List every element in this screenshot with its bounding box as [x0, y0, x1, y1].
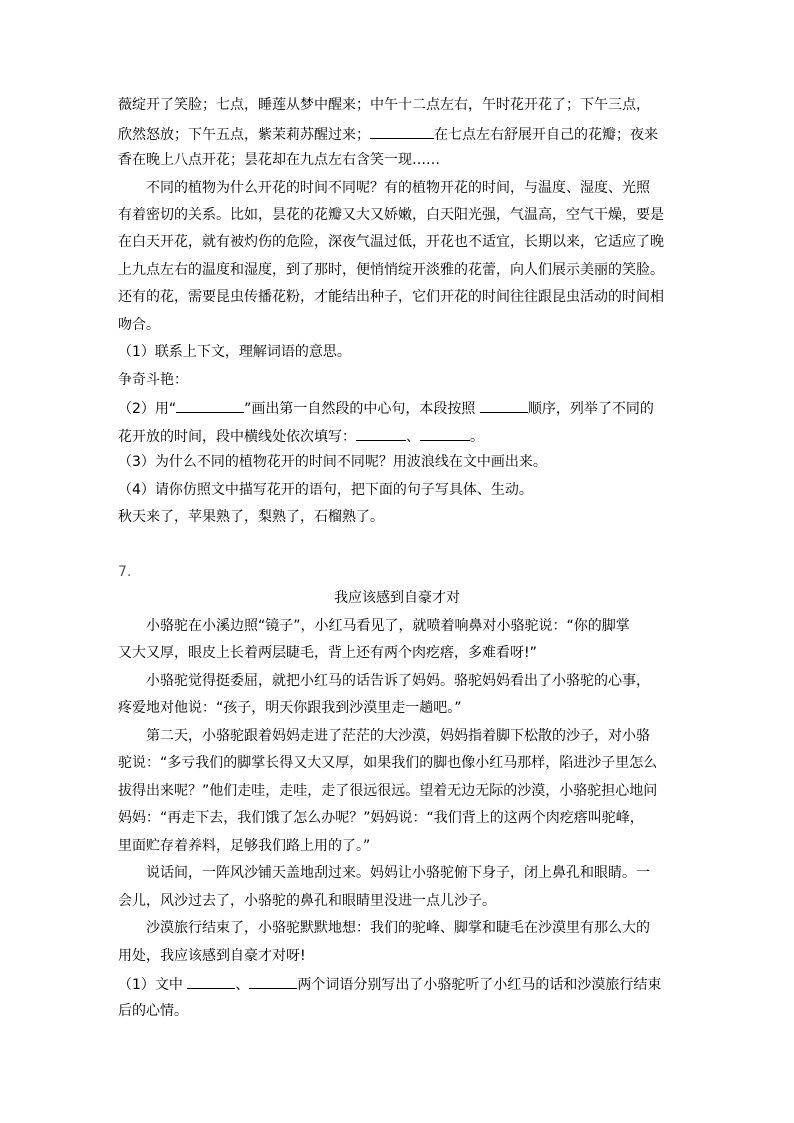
passage2-line: 里面贮存着养料，足够我们路上用的了。”	[118, 838, 371, 854]
passage-title: 我应该感到自豪才对	[334, 590, 460, 606]
question-4-sentence: 秋天来了，苹果熟了，梨熟了，石榴熟了。	[118, 509, 384, 525]
passage2-line: 驼说：“多亏我们的脚掌长得又大又厚，如果我们的脚也像小红马那样，陷进沙子里怎么	[118, 755, 658, 771]
fill-blank[interactable]	[356, 425, 406, 441]
question-2-line2	[118, 425, 484, 447]
question-text: ”画出第一自然段的中心句，本段按照	[244, 401, 476, 417]
passage1-line: 薇绽开了笑脸；七点，睡莲从梦中醒来；中午十二点左右，午时花开花了；下午三点，	[118, 97, 650, 113]
passage2-line: 用处，我应该感到自豪才对呀!	[118, 948, 306, 964]
passage1-text: 欣然怒放；下午五点，紫茉莉苏醒过来；	[118, 127, 370, 143]
question-1: （1）联系上下文，理解词语的意思。	[118, 344, 351, 360]
passage1-line: 吻合。	[118, 317, 160, 333]
passage2-line: 第二天，小骆驼跟着妈妈走进了茫茫的大沙漠，妈妈指着脚下松散的沙子，对小骆	[146, 728, 650, 744]
separator: 、	[406, 429, 420, 445]
passage2-line: 小骆驼在小溪边照“镜子”，小红马看见了，就喷着响鼻对小骆驼说：“你的脚掌	[146, 618, 630, 634]
question-text: 花开放的时间，段中横线处依次填写：	[118, 429, 356, 445]
question-2	[118, 397, 654, 419]
question-4: （4）请你仿照文中描写花开的语句，把下面的句子写具体、生动。	[118, 482, 533, 498]
passage2-line: 又大又厚，眼皮上长着两层睫毛，背上还有两个肉疙瘩，多难看呀!”	[118, 645, 537, 661]
question-2-1	[118, 973, 661, 995]
passage1-line: 有着密切的关系。比如，昙花的花瓣又大又娇嫩，白天阳光强，气温高，空气干燥，要是	[118, 207, 664, 223]
passage2-line: 拔得出来呢？”他们走哇，走哇，走了很远很远。望着无边无际的沙漠，小骆驼担心地问	[118, 783, 658, 799]
fill-blank[interactable]	[370, 123, 434, 139]
passage2-line: 小骆驼觉得挺委屈，就把小红马的话告诉了妈妈。骆驼妈妈看出了小骆驼的心事，	[146, 673, 650, 689]
separator: 、	[235, 977, 250, 993]
passage1-line: 还有的花，需要昆虫传播花粉，才能结出种子，它们开花的时间往往跟昆虫活动的时间相	[118, 289, 664, 305]
passage2-line: 疼爱地对他说：“孩子，明天你跟我到沙漠里走一趟吧。”	[118, 700, 462, 716]
fill-blank[interactable]	[480, 397, 528, 413]
passage1-line: 上九点左右的温度和湿度，到了那时，便悄悄绽开淡雅的花蕾，向人们展示美丽的笑脸。	[118, 262, 664, 278]
question-text: （2）用“	[118, 401, 177, 417]
question-number: 7.	[118, 564, 132, 580]
question-text: （1）文中	[118, 977, 183, 993]
fill-blank[interactable]	[187, 973, 235, 989]
passage2-line: 沙漠旅行结束了，小骆驼默默地想：我们的驼峰、脚掌和睫毛在沙漠里有那么大的	[146, 920, 650, 936]
question-text: 顺序，列举了不同的	[527, 401, 654, 417]
passage2-line: 妈妈：“再走下去，我们饿了怎么办呢？”妈妈说：“我们背上的这两个肉疙瘩叫驼峰，	[118, 810, 644, 826]
passage1-text: 在七点左右舒展开自己的花瓣；夜来	[434, 127, 658, 143]
fill-blank[interactable]	[249, 973, 297, 989]
question-text: 两个词语分别写出了小骆驼听了小红马的话和沙漠旅行结束	[297, 977, 662, 993]
question-text: 。	[470, 429, 484, 445]
question-2-1-line2: 后的心情。	[118, 1003, 188, 1019]
passage2-line: 会儿，风沙过去了，小骆驼的鼻孔和眼睛里没进一点儿沙子。	[118, 893, 496, 909]
question-1-word: 争奇斗艳：	[118, 372, 188, 388]
passage1-paragraph-start: 不同的植物为什么开花的时间不同呢？有的植物开花的时间，与温度、湿度、光照	[146, 180, 650, 196]
fill-blank[interactable]	[176, 397, 244, 413]
question-3: （3）为什么不同的植物花开的时间不同呢？用波浪线在文中画出来。	[118, 454, 547, 470]
passage2-line: 说话间，一阵风沙铺天盖地刮过来。妈妈让小骆驼俯下身子，闭上鼻孔和眼睛。一	[146, 865, 650, 881]
fill-blank[interactable]	[420, 425, 470, 441]
passage1-line: 香在晚上八点开花；昙花却在九点左右含笑一现……	[118, 152, 440, 168]
passage1-line	[118, 123, 658, 145]
passage1-line: 在白天开花，就有被灼伤的危险，深夜气温过低，开花也不适宜，长期以来，它适应了晚	[118, 234, 664, 250]
